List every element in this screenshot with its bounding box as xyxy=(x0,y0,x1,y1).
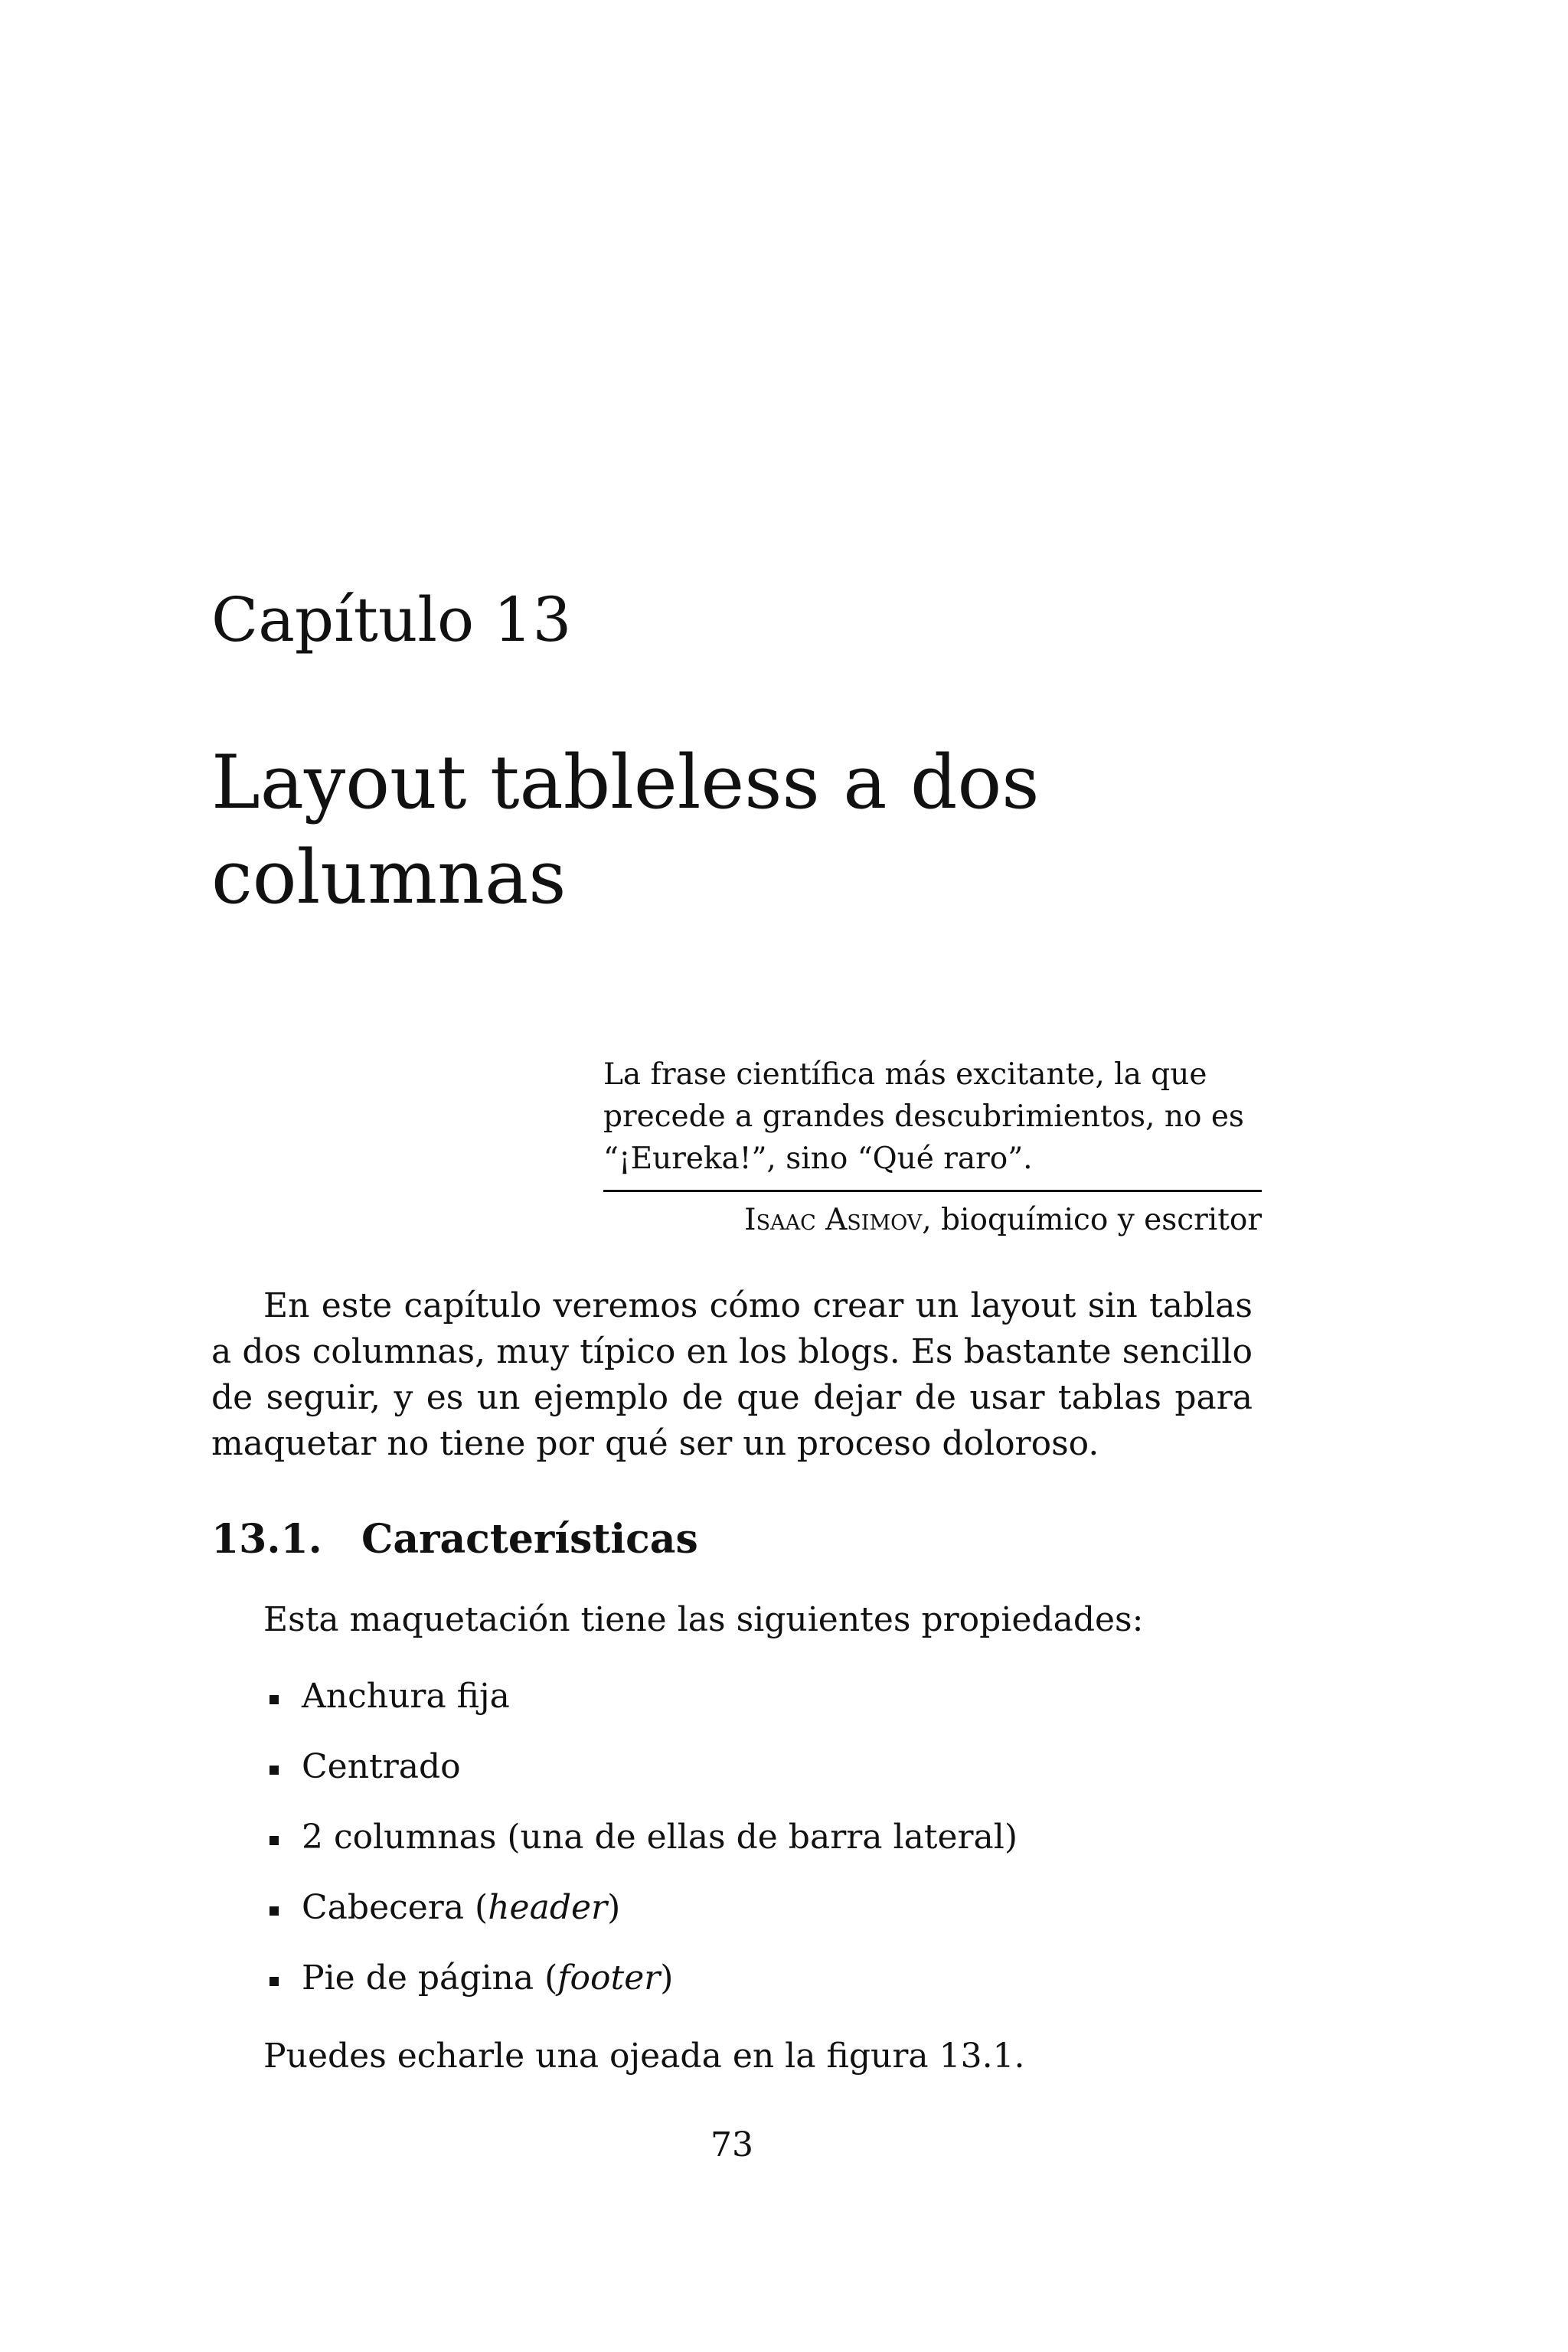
section-heading xyxy=(211,1513,698,1566)
list-item-term: footer xyxy=(557,1958,661,1998)
page-number: 73 xyxy=(710,2125,753,2164)
list-item-text: 2 columnas (una de ellas de barra lateral) xyxy=(302,1818,1018,1857)
epigraph-rule xyxy=(603,1190,1262,1192)
closing-sentence: Puedes echarle una ojeada en la figura 13.1. xyxy=(263,2037,1025,2076)
epigraph-author-name: Isaac Asimov xyxy=(744,1203,923,1237)
list-item-term: header xyxy=(488,1888,608,1927)
epigraph-quote: La frase científica más excitante, la que precede a grandes descubrimientos, no es “¡Eureka!”, sino “Qué raro”. xyxy=(603,1057,1244,1176)
section-lead: Esta maquetación tiene las siguientes propiedades: xyxy=(263,1600,1144,1639)
list-item-paren-open: ( xyxy=(475,1888,488,1927)
list-item xyxy=(263,1955,1018,2026)
list-item-paren-close: ) xyxy=(607,1888,621,1927)
epigraph-author-description: , bioquímico y escritor xyxy=(922,1203,1262,1237)
list-item-paren-open: ( xyxy=(544,1958,558,1998)
bullet-square-icon xyxy=(270,1977,279,1986)
list-item-text: Pie de página xyxy=(302,1958,545,1998)
bullet-square-icon xyxy=(270,1836,279,1845)
list-item-text: Anchura fija xyxy=(302,1677,510,1716)
chapter-title: Layout tableless a dos columnas xyxy=(211,740,1040,920)
section-number: 13.1. xyxy=(211,1516,322,1563)
epigraph-attribution xyxy=(744,1199,1262,1241)
list-item xyxy=(263,1885,1018,1955)
list-item xyxy=(263,1744,1018,1815)
bullet-square-icon xyxy=(270,1906,279,1916)
bullet-square-icon xyxy=(270,1695,279,1704)
epigraph xyxy=(603,1054,1262,1237)
bullet-square-icon xyxy=(270,1766,279,1775)
list-item-text: Centrado xyxy=(302,1747,461,1786)
list-item-paren-close: ) xyxy=(660,1958,674,1998)
chapter-label: Capítulo 13 xyxy=(211,584,572,655)
list-item xyxy=(263,1815,1018,1885)
properties-list xyxy=(263,1674,1018,2026)
list-item-text: Cabecera xyxy=(302,1888,475,1927)
list-item xyxy=(263,1674,1018,1744)
section-title: Características xyxy=(361,1516,698,1563)
intro-paragraph: En este capítulo veremos cómo crear un layout sin tablas a dos columnas, muy típico en los blogs. Es bastante sencillo de seguir, y es un ejemplo de que dejar de usar tablas para maquetar no tiene por qué ser un proceso doloroso. xyxy=(211,1286,1253,1463)
